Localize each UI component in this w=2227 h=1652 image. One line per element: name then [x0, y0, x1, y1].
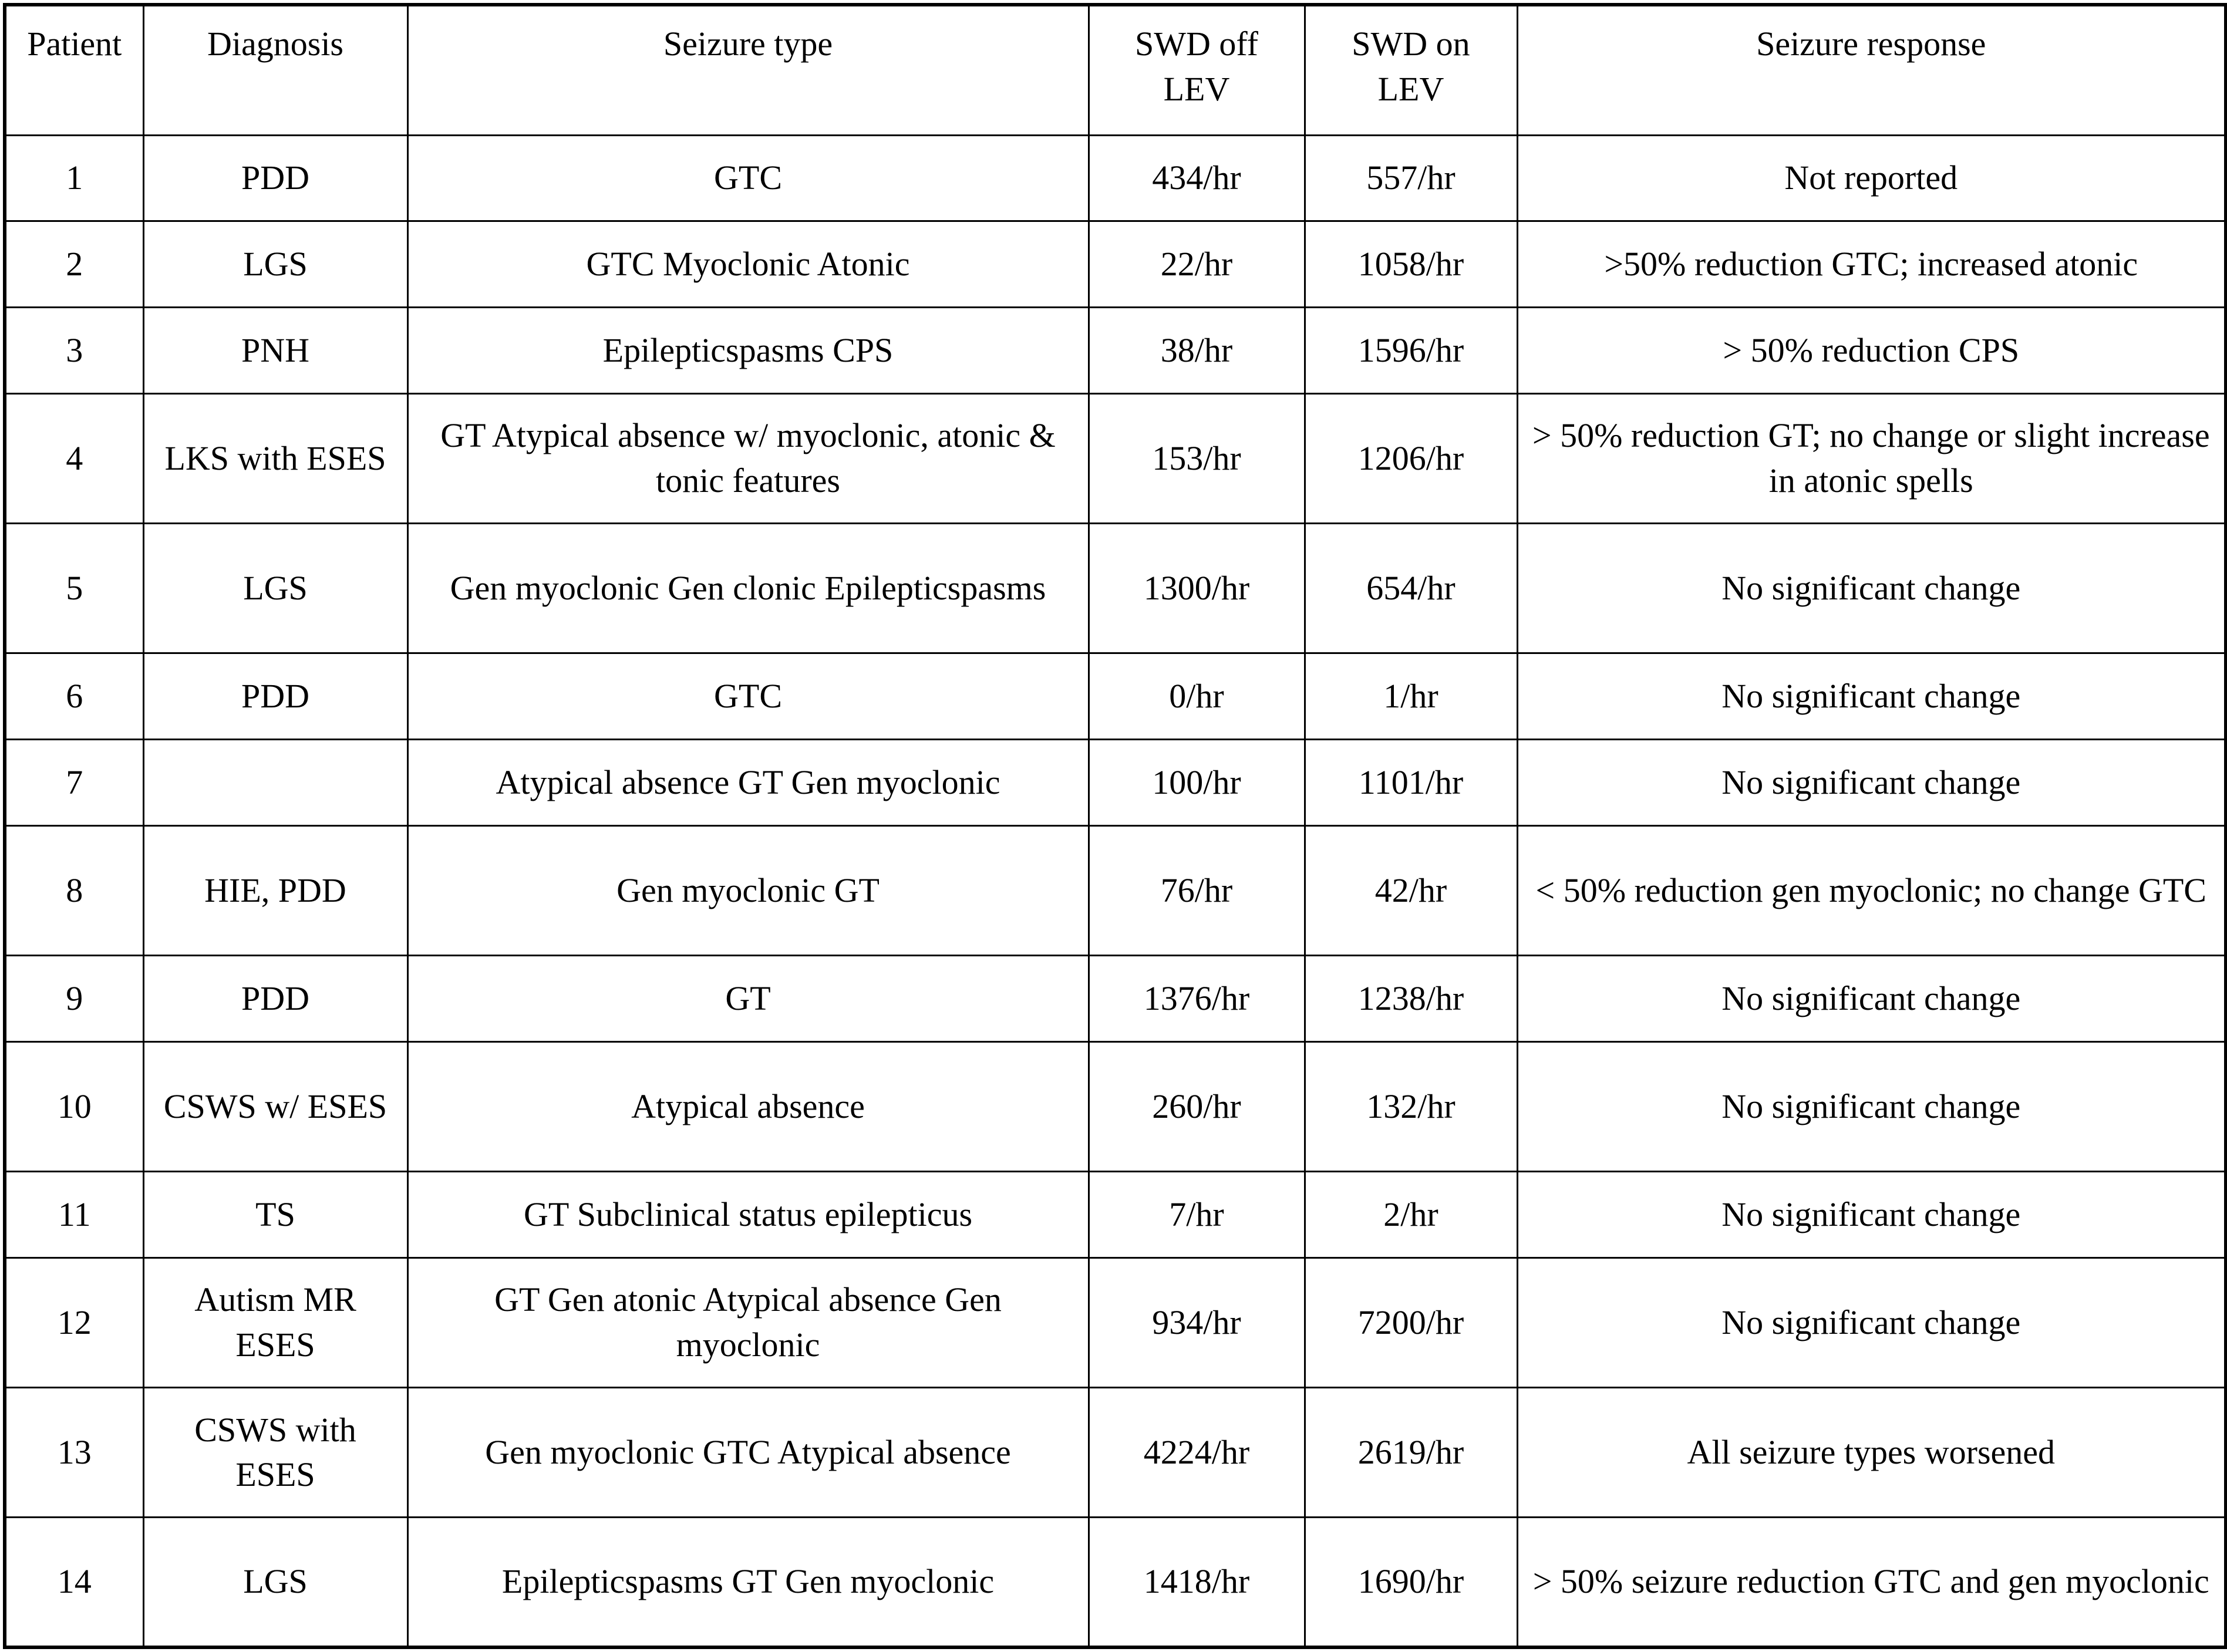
cell-diagnosis: CSWS with ESES — [143, 1388, 407, 1518]
table-row — [5, 956, 2226, 1042]
cell-diagnosis: LGS — [143, 1518, 407, 1647]
cell-response: All seizure types worsened — [1517, 1388, 2226, 1518]
column-header-swd-off-lev: SWD off LEV — [1089, 5, 1305, 135]
cell-swd-on: 1206/hr — [1305, 393, 1517, 523]
cell-patient: 5 — [5, 524, 143, 653]
cell-swd-on: 2619/hr — [1305, 1388, 1517, 1518]
cell-patient: 8 — [5, 825, 143, 955]
cell-swd-on: 654/hr — [1305, 524, 1517, 653]
cell-response: No significant change — [1517, 524, 2226, 653]
cell-diagnosis — [143, 740, 407, 826]
cell-patient: 11 — [5, 1172, 143, 1258]
cell-seizure-type: Gen myoclonic GTC Atypical absence — [407, 1388, 1089, 1518]
table-row — [5, 1518, 2226, 1647]
column-header-seizure-response: Seizure response — [1517, 5, 2226, 135]
cell-swd-off: 434/hr — [1089, 135, 1305, 221]
cell-patient: 6 — [5, 653, 143, 740]
cell-diagnosis: CSWS w/ ESES — [143, 1041, 407, 1171]
cell-patient: 12 — [5, 1257, 143, 1387]
table-row — [5, 825, 2226, 955]
column-header-patient: Patient — [5, 5, 143, 135]
cell-diagnosis: TS — [143, 1172, 407, 1258]
table-row — [5, 308, 2226, 394]
cell-swd-on: 1238/hr — [1305, 956, 1517, 1042]
cell-swd-off: 1376/hr — [1089, 956, 1305, 1042]
cell-swd-off: 22/hr — [1089, 221, 1305, 308]
cell-response: No significant change — [1517, 1041, 2226, 1171]
table-row — [5, 221, 2226, 308]
cell-swd-on: 7200/hr — [1305, 1257, 1517, 1387]
cell-swd-off: 260/hr — [1089, 1041, 1305, 1171]
cell-patient: 9 — [5, 956, 143, 1042]
cell-swd-off: 76/hr — [1089, 825, 1305, 955]
cell-diagnosis: PDD — [143, 956, 407, 1042]
cell-patient: 4 — [5, 393, 143, 523]
table-row — [5, 653, 2226, 740]
cell-swd-off: 153/hr — [1089, 393, 1305, 523]
cell-patient: 1 — [5, 135, 143, 221]
cell-swd-on: 557/hr — [1305, 135, 1517, 221]
table-row — [5, 135, 2226, 221]
cell-swd-on: 1596/hr — [1305, 308, 1517, 394]
cell-swd-off: 7/hr — [1089, 1172, 1305, 1258]
cell-swd-off: 38/hr — [1089, 308, 1305, 394]
cell-diagnosis: PDD — [143, 135, 407, 221]
table-row — [5, 524, 2226, 653]
cell-swd-on: 42/hr — [1305, 825, 1517, 955]
table-row — [5, 1172, 2226, 1258]
cell-response: < 50% reduction gen myoclonic; no change GTC — [1517, 825, 2226, 955]
cell-response: Not reported — [1517, 135, 2226, 221]
cell-swd-off: 100/hr — [1089, 740, 1305, 826]
cell-swd-on: 1101/hr — [1305, 740, 1517, 826]
cell-seizure-type: Atypical absence GT Gen myoclonic — [407, 740, 1089, 826]
cell-seizure-type: GT Atypical absence w/ myoclonic, atonic & tonic features — [407, 393, 1089, 523]
cell-patient: 7 — [5, 740, 143, 826]
cell-seizure-type: Epilepticspasms GT Gen myoclonic — [407, 1518, 1089, 1647]
cell-seizure-type: GT Subclinical status epilepticus — [407, 1172, 1089, 1258]
cell-patient: 2 — [5, 221, 143, 308]
cell-swd-off: 4224/hr — [1089, 1388, 1305, 1518]
cell-swd-off: 1300/hr — [1089, 524, 1305, 653]
cell-seizure-type: GTC Myoclonic Atonic — [407, 221, 1089, 308]
cell-swd-on: 2/hr — [1305, 1172, 1517, 1258]
cell-swd-on: 1058/hr — [1305, 221, 1517, 308]
column-header-seizure-type: Seizure type — [407, 5, 1089, 135]
header-row — [5, 5, 2226, 135]
cell-diagnosis: Autism MR ESES — [143, 1257, 407, 1387]
cell-seizure-type: GT Gen atonic Atypical absence Gen myoclonic — [407, 1257, 1089, 1387]
cell-swd-off: 0/hr — [1089, 653, 1305, 740]
cell-response: > 50% reduction GT; no change or slight increase in atonic spells — [1517, 393, 2226, 523]
cell-diagnosis: LKS with ESES — [143, 393, 407, 523]
cell-patient: 14 — [5, 1518, 143, 1647]
column-header-swd-on-lev: SWD on LEV — [1305, 5, 1517, 135]
cell-response: No significant change — [1517, 1257, 2226, 1387]
table-row — [5, 1388, 2226, 1518]
cell-seizure-type: Epilepticspasms CPS — [407, 308, 1089, 394]
cell-seizure-type: GTC — [407, 653, 1089, 740]
cell-patient: 13 — [5, 1388, 143, 1518]
cell-response: No significant change — [1517, 740, 2226, 826]
cell-swd-off: 934/hr — [1089, 1257, 1305, 1387]
cell-response: > 50% reduction CPS — [1517, 308, 2226, 394]
cell-swd-off: 1418/hr — [1089, 1518, 1305, 1647]
cell-diagnosis: LGS — [143, 221, 407, 308]
cell-diagnosis: LGS — [143, 524, 407, 653]
column-header-diagnosis: Diagnosis — [143, 5, 407, 135]
cell-response: > 50% seizure reduction GTC and gen myoclonic — [1517, 1518, 2226, 1647]
cell-swd-on: 132/hr — [1305, 1041, 1517, 1171]
seizure-data-table — [3, 3, 2227, 1649]
cell-patient: 10 — [5, 1041, 143, 1171]
cell-seizure-type: Gen myoclonic GT — [407, 825, 1089, 955]
cell-swd-on: 1690/hr — [1305, 1518, 1517, 1647]
cell-swd-on: 1/hr — [1305, 653, 1517, 740]
cell-response: No significant change — [1517, 653, 2226, 740]
cell-response: No significant change — [1517, 956, 2226, 1042]
table-row — [5, 740, 2226, 826]
cell-response: No significant change — [1517, 1172, 2226, 1258]
table-row — [5, 393, 2226, 523]
cell-seizure-type: Atypical absence — [407, 1041, 1089, 1171]
cell-seizure-type: GTC — [407, 135, 1089, 221]
cell-seizure-type: Gen myoclonic Gen clonic Epilepticspasms — [407, 524, 1089, 653]
cell-diagnosis: PDD — [143, 653, 407, 740]
cell-response: >50% reduction GTC; increased atonic — [1517, 221, 2226, 308]
table-row — [5, 1041, 2226, 1171]
cell-diagnosis: PNH — [143, 308, 407, 394]
cell-seizure-type: GT — [407, 956, 1089, 1042]
cell-diagnosis: HIE, PDD — [143, 825, 407, 955]
table-row — [5, 1257, 2226, 1387]
cell-patient: 3 — [5, 308, 143, 394]
